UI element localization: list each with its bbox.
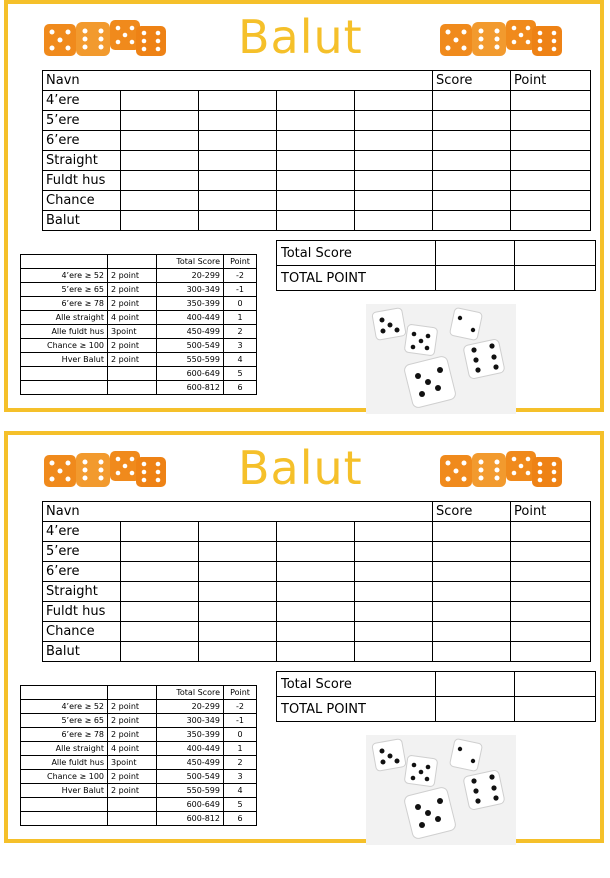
bonus-cell: 3point — [108, 325, 157, 339]
points-cell: 4 — [224, 784, 257, 798]
total-point-cell[interactable] — [515, 672, 596, 697]
bonus-cell: 4 point — [108, 742, 157, 756]
score-cell[interactable] — [121, 562, 199, 582]
score-cell[interactable] — [277, 191, 355, 211]
row-label: 6’ere — [43, 131, 121, 151]
points-cell: -2 — [224, 700, 257, 714]
table-row — [21, 311, 257, 325]
score-cell[interactable] — [355, 191, 433, 211]
total-point-label: TOTAL POINT — [277, 266, 436, 291]
score-cell[interactable] — [355, 622, 433, 642]
row-label: 5’ere — [43, 111, 121, 131]
table-row — [21, 798, 257, 812]
score-cell[interactable] — [433, 642, 511, 662]
score-cell[interactable] — [277, 111, 355, 131]
rule-cell: Hver Balut — [21, 353, 108, 367]
name-header: Navn — [43, 502, 433, 522]
range-cell: 400-449 — [157, 311, 224, 325]
score-cell[interactable] — [277, 91, 355, 111]
table-row — [43, 602, 591, 622]
table-row — [21, 283, 257, 297]
points-cell: 6 — [224, 812, 257, 826]
score-cell[interactable] — [277, 522, 355, 542]
row-label: 4’ere — [43, 522, 121, 542]
score-cell[interactable] — [277, 562, 355, 582]
score-cell[interactable] — [433, 542, 511, 562]
score-cell[interactable] — [355, 602, 433, 622]
total-point-label: TOTAL POINT — [277, 697, 436, 722]
blank-cell — [21, 686, 108, 700]
score-cell[interactable] — [199, 622, 277, 642]
score-cell[interactable] — [199, 642, 277, 662]
bonus-cell: 2 point — [108, 728, 157, 742]
bonus-cell: 2 point — [108, 770, 157, 784]
rule-cell: Chance ≥ 100 — [21, 339, 108, 353]
row-label: 4’ere — [43, 91, 121, 111]
score-cell[interactable] — [121, 602, 199, 622]
rule-cell — [21, 367, 108, 381]
score-cell[interactable] — [199, 562, 277, 582]
point-cell[interactable] — [511, 602, 591, 622]
rule-cell: 4’ere ≥ 52 — [21, 700, 108, 714]
range-cell: 450-499 — [157, 756, 224, 770]
rule-cell: Alle straight — [21, 311, 108, 325]
point-cell[interactable] — [511, 562, 591, 582]
total-point-cell[interactable] — [515, 266, 596, 291]
table-row — [21, 714, 257, 728]
table-row — [21, 742, 257, 756]
points-cell: 2 — [224, 325, 257, 339]
orange-dice-icon — [438, 449, 564, 489]
point-cell[interactable] — [511, 191, 591, 211]
total-score-label: Total Score — [277, 672, 436, 697]
score-cell[interactable] — [121, 622, 199, 642]
table-row — [43, 522, 591, 542]
point-cell[interactable] — [511, 582, 591, 602]
table-row — [21, 784, 257, 798]
row-label: Balut — [43, 642, 121, 662]
score-cell[interactable] — [121, 542, 199, 562]
score-cell[interactable] — [121, 642, 199, 662]
total-score-cell[interactable] — [436, 266, 515, 291]
range-cell: 350-399 — [157, 728, 224, 742]
totals-table — [276, 240, 596, 291]
score-cell[interactable] — [355, 111, 433, 131]
score-cell[interactable] — [355, 562, 433, 582]
range-cell: 500-549 — [157, 339, 224, 353]
table-row — [43, 111, 591, 131]
blank-cell — [21, 255, 108, 269]
score-cell[interactable] — [277, 602, 355, 622]
row-label: Fuldt hus — [43, 602, 121, 622]
row-label: Fuldt hus — [43, 171, 121, 191]
name-header: Navn — [43, 71, 433, 91]
range-cell: 600-812 — [157, 381, 224, 395]
score-cell[interactable] — [433, 522, 511, 542]
score-cell[interactable] — [277, 211, 355, 231]
score-cell[interactable] — [277, 131, 355, 151]
rule-cell — [21, 381, 108, 395]
score-cell[interactable] — [355, 522, 433, 542]
points-cell: 2 — [224, 756, 257, 770]
header-row — [43, 502, 591, 522]
score-cell[interactable] — [121, 582, 199, 602]
score-cell[interactable] — [355, 91, 433, 111]
points-cell: -1 — [224, 283, 257, 297]
table-row — [21, 339, 257, 353]
score-cell[interactable] — [277, 542, 355, 562]
score-cell[interactable] — [433, 111, 511, 131]
table-row — [43, 211, 591, 231]
score-cell[interactable] — [433, 151, 511, 171]
row-label: Chance — [43, 622, 121, 642]
bonus-cell — [108, 381, 157, 395]
range-cell: 600-812 — [157, 812, 224, 826]
range-cell: 400-449 — [157, 742, 224, 756]
orange-dice-icon — [42, 449, 168, 489]
rule-cell: Hver Balut — [21, 784, 108, 798]
rule-cell: 6’ere ≥ 78 — [21, 728, 108, 742]
totals-table — [276, 671, 596, 722]
score-cell[interactable] — [121, 522, 199, 542]
bonus-cell — [108, 367, 157, 381]
score-cell[interactable] — [277, 171, 355, 191]
score-cell[interactable] — [199, 91, 277, 111]
score-cell[interactable] — [199, 542, 277, 562]
range-cell: 300-349 — [157, 283, 224, 297]
range-cell: 20-299 — [157, 269, 224, 283]
score-cell[interactable] — [199, 111, 277, 131]
score-cell[interactable] — [121, 191, 199, 211]
score-cell[interactable] — [121, 171, 199, 191]
table-row — [21, 367, 257, 381]
points-cell: 4 — [224, 353, 257, 367]
point-cell[interactable] — [511, 91, 591, 111]
rule-cell: Alle fuldt hus — [21, 325, 108, 339]
points-cell: -1 — [224, 714, 257, 728]
table-row — [43, 582, 591, 602]
point-cell[interactable] — [511, 171, 591, 191]
rule-cell: 5’ere ≥ 65 — [21, 283, 108, 297]
points-cell: 1 — [224, 742, 257, 756]
range-cell: 20-299 — [157, 700, 224, 714]
rules-table — [20, 254, 257, 395]
table-row — [21, 269, 257, 283]
rule-cell: Alle fuldt hus — [21, 756, 108, 770]
white-dice-photo — [366, 304, 516, 414]
bonus-cell — [108, 812, 157, 826]
points-cell: 5 — [224, 798, 257, 812]
score-cell[interactable] — [199, 151, 277, 171]
score-cell[interactable] — [199, 582, 277, 602]
range-cell: 600-649 — [157, 367, 224, 381]
table-row — [21, 297, 257, 311]
range-cell: 600-649 — [157, 798, 224, 812]
score-card-2 — [4, 431, 604, 843]
bonus-cell: 2 point — [108, 700, 157, 714]
score-cell[interactable] — [433, 602, 511, 622]
table-row — [43, 171, 591, 191]
point-cell[interactable] — [511, 131, 591, 151]
row-label: 5’ere — [43, 542, 121, 562]
score-cell[interactable] — [433, 91, 511, 111]
score-cell[interactable] — [277, 582, 355, 602]
score-cell[interactable] — [121, 111, 199, 131]
rule-cell — [21, 798, 108, 812]
table-row — [21, 728, 257, 742]
card-title: Balut — [238, 10, 363, 64]
table-row — [43, 542, 591, 562]
bonus-cell: 2 point — [108, 784, 157, 798]
rule-cell: Chance ≥ 100 — [21, 770, 108, 784]
table-row — [21, 770, 257, 784]
total-score-cell[interactable] — [436, 241, 515, 266]
point-header: Point — [511, 502, 591, 522]
header-row — [43, 71, 591, 91]
row-label: Chance — [43, 191, 121, 211]
rule-cell — [21, 812, 108, 826]
bonus-cell: 2 point — [108, 283, 157, 297]
blank-cell — [108, 686, 157, 700]
row-label: Straight — [43, 582, 121, 602]
ref-total-score-header: Total Score — [157, 255, 224, 269]
range-cell: 550-599 — [157, 353, 224, 367]
rule-cell: 5’ere ≥ 65 — [21, 714, 108, 728]
point-cell[interactable] — [511, 522, 591, 542]
points-cell: 0 — [224, 297, 257, 311]
points-cell: 0 — [224, 728, 257, 742]
blank-cell — [108, 255, 157, 269]
score-cell[interactable] — [355, 131, 433, 151]
score-cell[interactable] — [433, 131, 511, 151]
bonus-cell: 2 point — [108, 297, 157, 311]
score-cell[interactable] — [277, 622, 355, 642]
table-row — [43, 622, 591, 642]
score-cell[interactable] — [121, 211, 199, 231]
score-cell[interactable] — [121, 151, 199, 171]
bonus-cell: 2 point — [108, 353, 157, 367]
row-label: 6’ere — [43, 562, 121, 582]
points-cell: -2 — [224, 269, 257, 283]
bonus-cell — [108, 798, 157, 812]
bonus-cell: 2 point — [108, 714, 157, 728]
row-label: Balut — [43, 211, 121, 231]
score-card-1 — [4, 0, 604, 412]
score-cell[interactable] — [355, 542, 433, 562]
score-cell[interactable] — [433, 191, 511, 211]
total-score-cell[interactable] — [436, 672, 515, 697]
point-cell[interactable] — [511, 542, 591, 562]
score-cell[interactable] — [433, 562, 511, 582]
score-header: Score — [433, 71, 511, 91]
rule-cell: 6’ere ≥ 78 — [21, 297, 108, 311]
score-cell[interactable] — [199, 191, 277, 211]
rule-cell: 4’ere ≥ 52 — [21, 269, 108, 283]
table-row — [21, 812, 257, 826]
table-row — [21, 325, 257, 339]
range-cell: 550-599 — [157, 784, 224, 798]
card-title: Balut — [238, 441, 363, 495]
table-row — [21, 700, 257, 714]
bonus-cell: 2 point — [108, 339, 157, 353]
table-row — [43, 642, 591, 662]
orange-dice-icon — [438, 18, 564, 58]
table-row — [21, 381, 257, 395]
table-row — [21, 353, 257, 367]
table-row — [21, 686, 257, 700]
table-row — [43, 562, 591, 582]
table-row — [277, 672, 596, 697]
score-cell[interactable] — [277, 642, 355, 662]
table-row — [277, 266, 596, 291]
points-cell: 6 — [224, 381, 257, 395]
range-cell: 350-399 — [157, 297, 224, 311]
table-row — [277, 697, 596, 722]
score-cell[interactable] — [433, 211, 511, 231]
score-cell[interactable] — [355, 151, 433, 171]
score-cell[interactable] — [433, 582, 511, 602]
score-header: Score — [433, 502, 511, 522]
ref-point-header: Point — [224, 686, 257, 700]
score-cell[interactable] — [121, 131, 199, 151]
range-cell: 500-549 — [157, 770, 224, 784]
points-cell: 1 — [224, 311, 257, 325]
score-cell[interactable] — [355, 642, 433, 662]
table-row — [43, 151, 591, 171]
score-table — [42, 70, 591, 231]
total-point-cell[interactable] — [515, 697, 596, 722]
points-cell: 5 — [224, 367, 257, 381]
score-cell[interactable] — [199, 131, 277, 151]
score-table — [42, 501, 591, 662]
score-cell[interactable] — [355, 171, 433, 191]
total-point-cell[interactable] — [515, 241, 596, 266]
score-cell[interactable] — [199, 171, 277, 191]
score-cell[interactable] — [199, 211, 277, 231]
rule-cell: Alle straight — [21, 742, 108, 756]
bonus-cell: 4 point — [108, 311, 157, 325]
score-cell[interactable] — [199, 602, 277, 622]
score-cell[interactable] — [199, 522, 277, 542]
total-score-cell[interactable] — [436, 697, 515, 722]
row-label: Straight — [43, 151, 121, 171]
range-cell: 450-499 — [157, 325, 224, 339]
ref-total-score-header: Total Score — [157, 686, 224, 700]
point-cell[interactable] — [511, 622, 591, 642]
score-cell[interactable] — [433, 622, 511, 642]
score-cell[interactable] — [355, 582, 433, 602]
white-dice-photo — [366, 735, 516, 845]
score-cell[interactable] — [433, 171, 511, 191]
points-cell: 3 — [224, 770, 257, 784]
range-cell: 300-349 — [157, 714, 224, 728]
ref-point-header: Point — [224, 255, 257, 269]
table-row — [43, 191, 591, 211]
point-header: Point — [511, 71, 591, 91]
rules-table — [20, 685, 257, 826]
point-cell[interactable] — [511, 111, 591, 131]
orange-dice-icon — [42, 18, 168, 58]
bonus-cell: 2 point — [108, 269, 157, 283]
points-cell: 3 — [224, 339, 257, 353]
table-row — [43, 131, 591, 151]
point-cell[interactable] — [511, 642, 591, 662]
table-row — [43, 91, 591, 111]
table-row — [21, 756, 257, 770]
total-score-label: Total Score — [277, 241, 436, 266]
point-cell[interactable] — [511, 151, 591, 171]
bonus-cell: 3point — [108, 756, 157, 770]
score-cell[interactable] — [355, 211, 433, 231]
table-row — [277, 241, 596, 266]
score-cell[interactable] — [121, 91, 199, 111]
table-row — [21, 255, 257, 269]
point-cell[interactable] — [511, 211, 591, 231]
score-cell[interactable] — [277, 151, 355, 171]
